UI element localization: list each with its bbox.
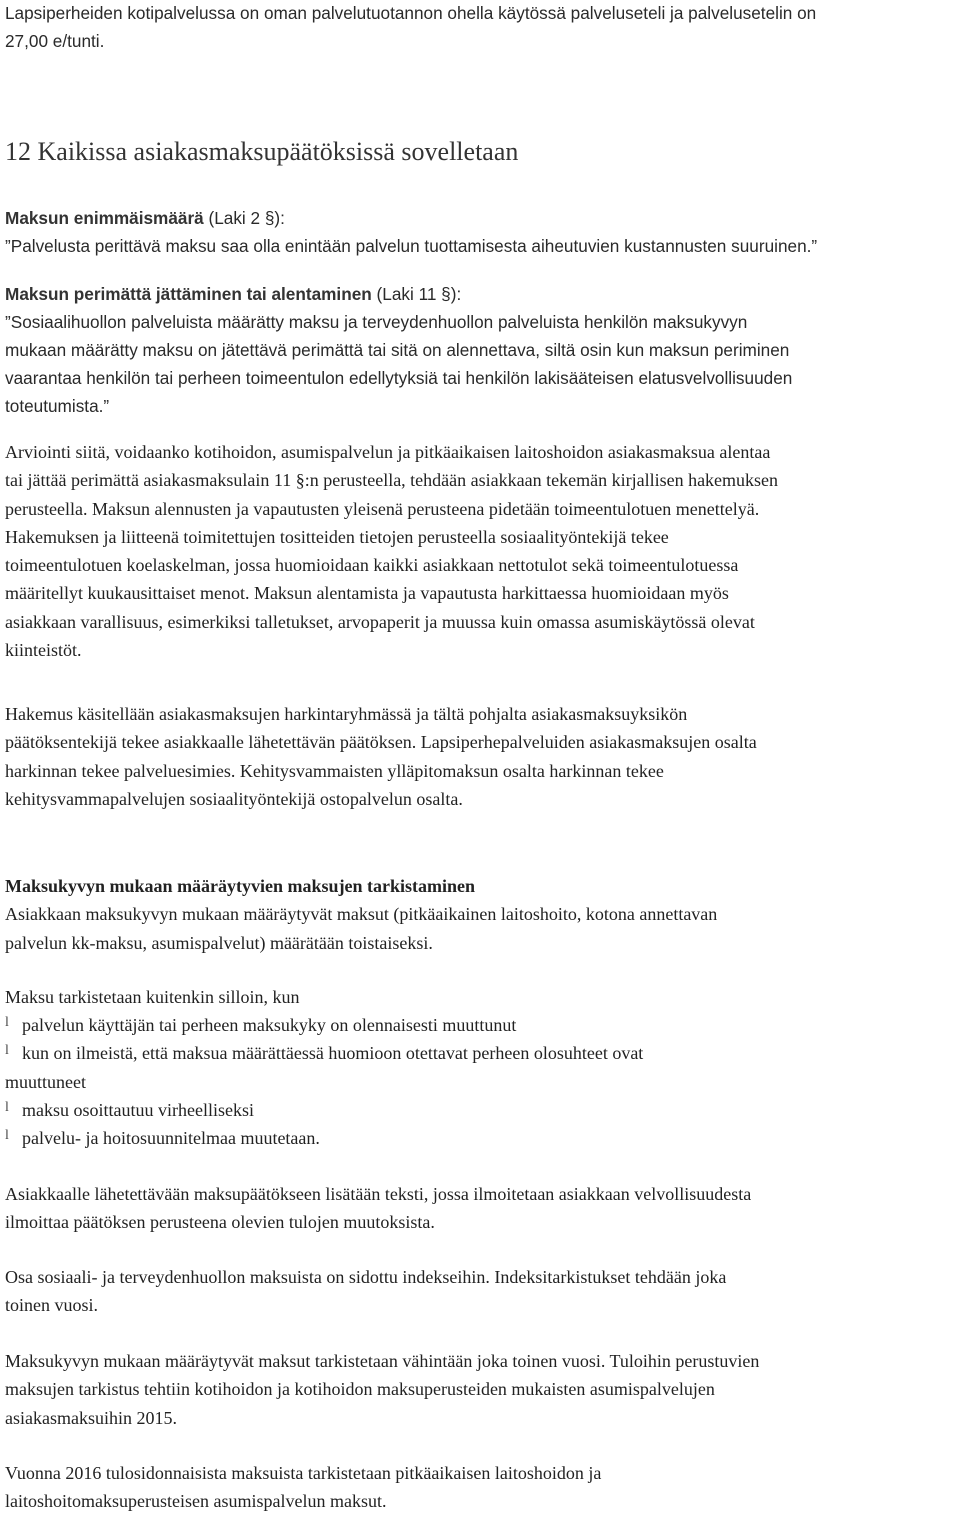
bullet-icon: l: [5, 1099, 9, 1115]
application-line-4: kehitysvammapalvelujen sosiaalityöntekijä ostopalvelun osalta.: [5, 788, 463, 809]
intro-line-1: Lapsiperheiden kotipalvelussa on oman palvelutuotannon ohella käytössä palveluseteli ja palvelusetelin on: [5, 3, 817, 23]
assessment-line-5: toimeentulotuen koelaskelman, jossa huomioidaan kaikki asiakkaan nettotulot sekä toimeentulotuessa: [5, 555, 739, 576]
list-item-text: palvelun käyttäjän tai perheen maksukyky on olennaisesti muuttunut: [22, 1015, 517, 1035]
waiver-line-3: vaarantaa henkilön tai perheen toimeentulon edellytyksiä tai henkilön lakisääteisen elatusvelvollisuuden: [5, 368, 793, 388]
application-line-1: Hakemus käsitellään asiakasmaksujen harkintaryhmässä ja tältä pohjalta asiakasmaksuyksikön: [5, 704, 688, 724]
list-item: [5, 1039, 643, 1096]
application-paragraph: [5, 700, 757, 813]
intro-paragraph: [5, 0, 816, 55]
index-paragraph: [5, 1263, 726, 1320]
bullet-icon: l: [5, 1043, 9, 1059]
notice-paragraph: [5, 1180, 751, 1237]
assessment-paragraph: [5, 438, 778, 664]
waiver-line-1: ”Sosiaalihuollon palveluista määrätty maksu ja terveydenhuollon palveluista henkilön maksukyvyn: [5, 312, 748, 332]
waiver-title: Maksun perimättä jättäminen tai alentaminen: [5, 284, 372, 304]
list-item: [5, 1124, 643, 1152]
max-fee-title: Maksun enimmäismäärä: [5, 208, 204, 228]
assessment-line-8: kiinteistöt.: [5, 640, 82, 661]
year-2016-line-1: Vuonna 2016 tulosidonnaisista maksuista tarkistetaan pitkäaikaisen laitoshoidon ja: [5, 1463, 602, 1483]
application-line-3: harkinnan tekee palveluesimies. Kehitysvammaisten ylläpitomaksun osalta harkinnan tekee: [5, 760, 664, 781]
max-fee-quote: ”Palvelusta perittävä maksu saa olla enintään palvelun tuottamisesta aiheutuvien kustannusten suuruinen.”: [5, 236, 818, 256]
list-item-text: maksu osoittautuu virheelliseksi: [22, 1099, 254, 1120]
review-heading: Maksukyvyn mukaan määräytyvien maksujen tarkistaminen: [5, 876, 476, 896]
assessment-line-2: tai jättää perimättä asiakasmaksulain 11 §:n perusteella, tehdään asiakkaan tekemän kirjallisen hakemuksen: [5, 470, 779, 491]
application-line-2: päätöksentekijä tekee asiakkaalle lähetettävän päätöksen. Lapsiperhepalveluiden asiakasmaksujen osalta: [5, 732, 757, 753]
biennial-line-3: asiakasmaksuihin 2015.: [5, 1407, 177, 1428]
bullet-icon: l: [5, 1128, 9, 1144]
assessment-line-6: määritellyt kuukausittaiset menot. Maksun alentamista ja vapautusta harkittaessa huomioidaan myös: [5, 583, 729, 604]
conditions-list: [5, 1011, 643, 1152]
review-block: [5, 872, 717, 957]
notice-line-2: ilmoittaa päätöksen perusteena olevien tulojen muutoksista.: [5, 1212, 435, 1233]
waiver-line-4: toteutumista.”: [5, 396, 110, 416]
max-fee-block: [5, 204, 817, 260]
waiver-title-line: [5, 280, 956, 308]
year-2016-paragraph: [5, 1459, 601, 1516]
max-fee-title-line: [5, 204, 817, 232]
waiver-law-ref: (Laki 11 §):: [371, 284, 462, 304]
index-line-2: toinen vuosi.: [5, 1295, 98, 1316]
list-item: [5, 1096, 643, 1124]
intro-line-2: 27,00 e/tunti.: [5, 31, 105, 51]
assessment-line-3: perusteella. Maksun alennusten ja vapautusten yleisenä perusteena pidetään toimeentulotuen menettelyä.: [5, 498, 760, 519]
assessment-line-7: asiakkaan varallisuus, esimerkiksi talletukset, arvopaperit ja muussa kuin omassa asumiskäytössä olevat: [5, 611, 755, 632]
conditions-intro: Maksu tarkistetaan kuitenkin silloin, kun: [5, 987, 300, 1007]
max-fee-law-ref: (Laki 2 §):: [203, 208, 285, 228]
assessment-line-1: Arviointi siitä, voidaanko kotihoidon, asumispalvelun ja pitkäaikaisen laitoshoidon asiakasmaksua alentaa: [5, 442, 771, 462]
waiver-block: [5, 280, 956, 420]
waiver-line-2: mukaan määrätty maksu on jätettävä perimättä tai sitä on alennettava, siltä osin kun maksun periminen: [5, 340, 790, 360]
index-line-1: Osa sosiaali- ja terveydenhuollon maksuista on sidottu indekseihin. Indeksitarkistukset tehdään joka: [5, 1267, 727, 1287]
list-item-text: kun on ilmeistä, että maksua määrättäessä huomioon otettavat perheen olosuhteet ovat: [22, 1043, 644, 1064]
biennial-paragraph: [5, 1347, 759, 1432]
biennial-line-2: maksujen tarkistus tehtiin kotihoidon ja kotihoidon maksuperusteiden mukaisten asumispalvelujen: [5, 1379, 715, 1400]
review-line-2: palvelun kk-maksu, asumispalvelut) määrätään toistaiseksi.: [5, 932, 433, 953]
review-line-1: Asiakkaan maksukyvyn mukaan määräytyvät maksut (pitkäaikainen laitoshoito, kotona annettavan: [5, 904, 718, 925]
section-heading: 12 Kaikissa asiakasmaksupäätöksissä sovelletaan: [5, 137, 519, 166]
assessment-line-4: Hakemuksen ja liitteenä toimitettujen tositteiden tietojen perusteella sosiaalityöntekijä tekee: [5, 526, 669, 547]
list-item: [5, 1011, 643, 1039]
list-item-text: palvelu- ja hoitosuunnitelmaa muutetaan.: [22, 1128, 320, 1149]
year-2016-line-2: laitoshoitomaksuperusteisen asumispalvelun maksut.: [5, 1491, 387, 1512]
bullet-icon: l: [5, 1015, 9, 1030]
notice-line-1: Asiakkaalle lähetettävään maksupäätökseen lisätään teksti, jossa ilmoitetaan asiakkaan velvollisuudesta: [5, 1184, 752, 1204]
list-item-continuation: muuttuneet: [5, 1071, 86, 1092]
biennial-line-1: Maksukyvyn mukaan määräytyvät maksut tarkistetaan vähintään joka toinen vuosi. Tuloihin perustuvien: [5, 1351, 760, 1371]
